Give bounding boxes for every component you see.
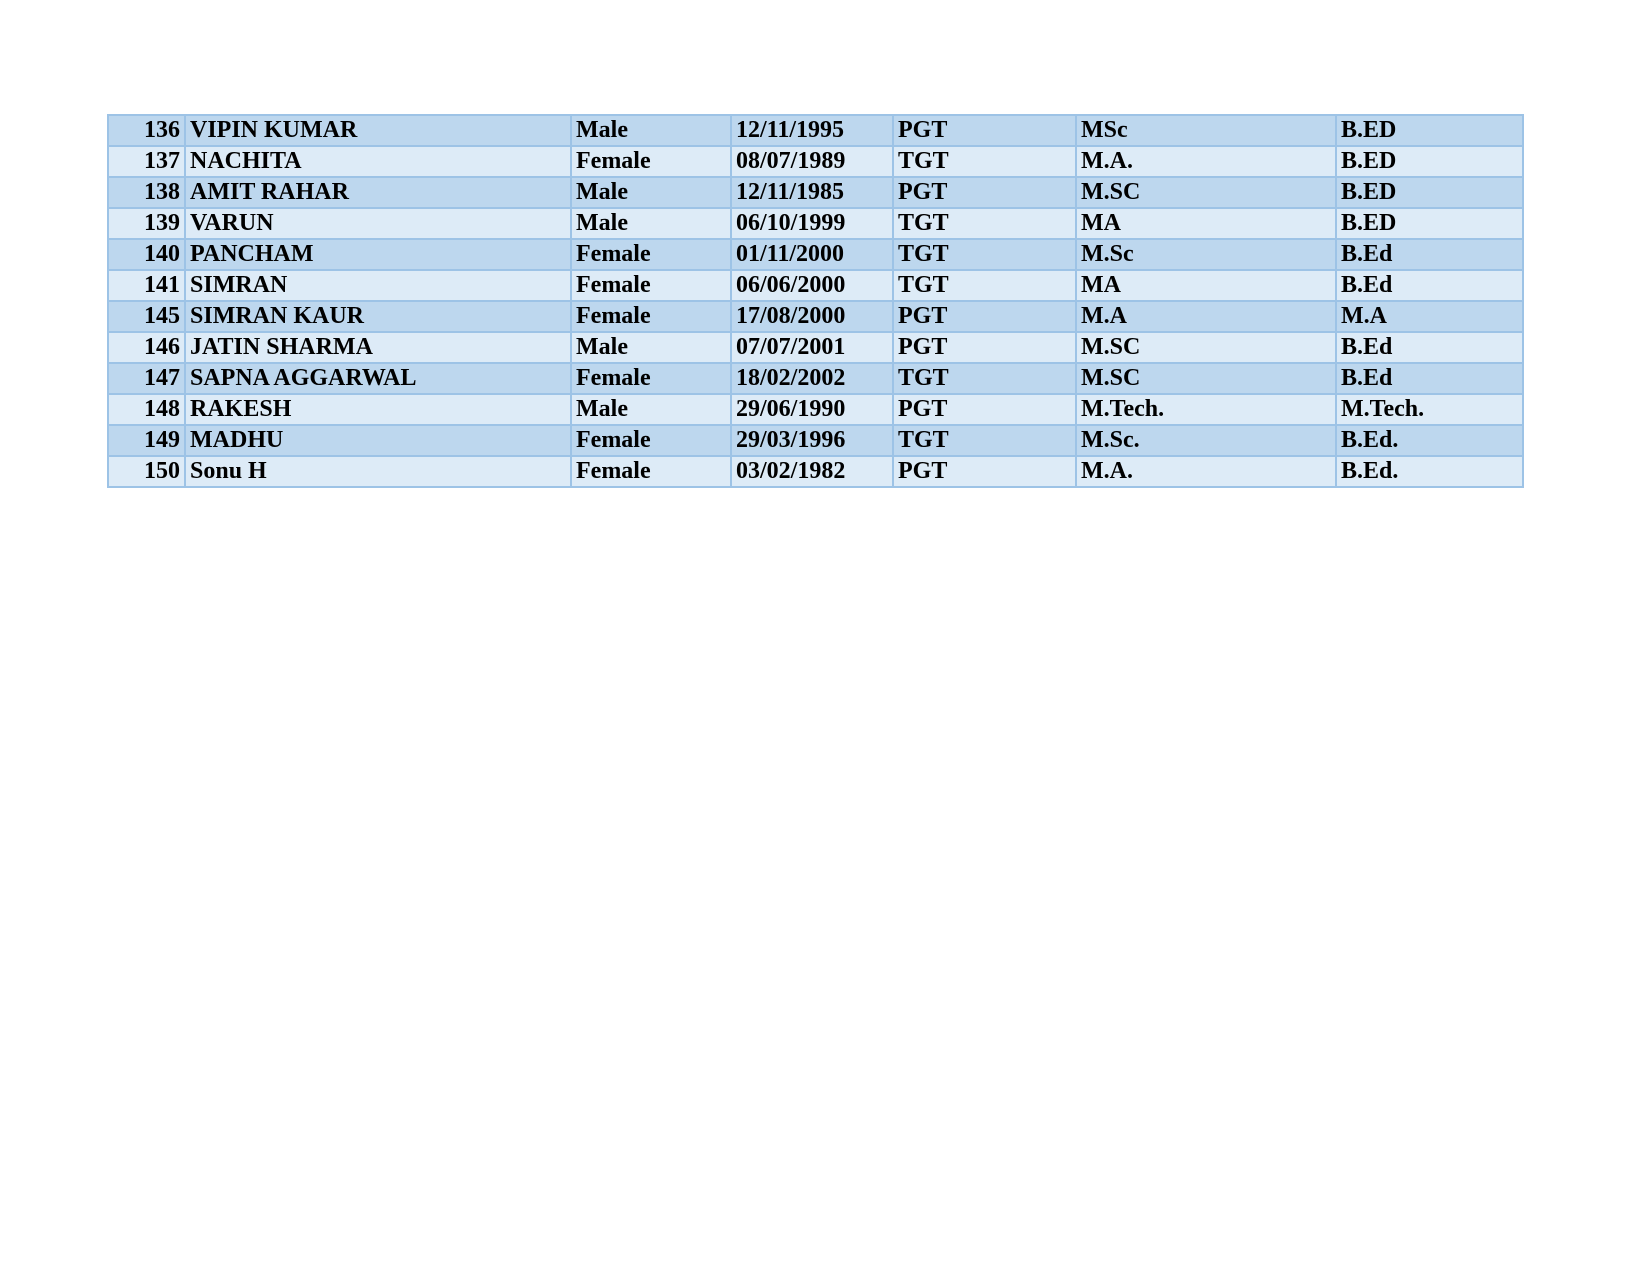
staff-table	[107, 114, 1524, 488]
post-cell: TGT	[893, 239, 1076, 270]
table-row	[108, 332, 1523, 363]
post-cell: PGT	[893, 115, 1076, 146]
gender-cell: Male	[571, 208, 731, 239]
serial-number-cell: 136	[108, 115, 185, 146]
qualification-cell: M.Tech.	[1076, 394, 1336, 425]
gender-cell: Female	[571, 270, 731, 301]
post-cell: PGT	[893, 394, 1076, 425]
serial-number-cell: 140	[108, 239, 185, 270]
dob-cell: 18/02/2002	[731, 363, 893, 394]
gender-cell: Male	[571, 115, 731, 146]
qualification-cell: M.Sc.	[1076, 425, 1336, 456]
post-cell: TGT	[893, 425, 1076, 456]
table-row	[108, 208, 1523, 239]
table-row	[108, 146, 1523, 177]
dob-cell: 29/03/1996	[731, 425, 893, 456]
table-row	[108, 177, 1523, 208]
name-cell: VIPIN KUMAR	[185, 115, 571, 146]
serial-number-cell: 139	[108, 208, 185, 239]
name-cell: Sonu H	[185, 456, 571, 487]
table-row	[108, 301, 1523, 332]
dob-cell: 01/11/2000	[731, 239, 893, 270]
post-cell: PGT	[893, 332, 1076, 363]
name-cell: SIMRAN KAUR	[185, 301, 571, 332]
dob-cell: 12/11/1995	[731, 115, 893, 146]
name-cell: JATIN SHARMA	[185, 332, 571, 363]
qualification-cell: M.SC	[1076, 363, 1336, 394]
professional-qualification-cell: M.Tech.	[1336, 394, 1523, 425]
serial-number-cell: 149	[108, 425, 185, 456]
dob-cell: 29/06/1990	[731, 394, 893, 425]
serial-number-cell: 145	[108, 301, 185, 332]
table-row	[108, 270, 1523, 301]
serial-number-cell: 150	[108, 456, 185, 487]
gender-cell: Female	[571, 239, 731, 270]
dob-cell: 12/11/1985	[731, 177, 893, 208]
professional-qualification-cell: B.Ed.	[1336, 425, 1523, 456]
qualification-cell: M.A.	[1076, 456, 1336, 487]
name-cell: PANCHAM	[185, 239, 571, 270]
dob-cell: 17/08/2000	[731, 301, 893, 332]
post-cell: PGT	[893, 456, 1076, 487]
name-cell: AMIT RAHAR	[185, 177, 571, 208]
dob-cell: 06/10/1999	[731, 208, 893, 239]
name-cell: SIMRAN	[185, 270, 571, 301]
qualification-cell: M.A.	[1076, 146, 1336, 177]
post-cell: PGT	[893, 301, 1076, 332]
professional-qualification-cell: B.ED	[1336, 177, 1523, 208]
dob-cell: 03/02/1982	[731, 456, 893, 487]
professional-qualification-cell: B.Ed	[1336, 363, 1523, 394]
serial-number-cell: 147	[108, 363, 185, 394]
gender-cell: Female	[571, 301, 731, 332]
professional-qualification-cell: B.Ed.	[1336, 456, 1523, 487]
qualification-cell: M.A	[1076, 301, 1336, 332]
professional-qualification-cell: M.A	[1336, 301, 1523, 332]
gender-cell: Male	[571, 177, 731, 208]
professional-qualification-cell: B.Ed	[1336, 332, 1523, 363]
post-cell: TGT	[893, 270, 1076, 301]
gender-cell: Female	[571, 456, 731, 487]
professional-qualification-cell: B.ED	[1336, 115, 1523, 146]
qualification-cell: MA	[1076, 208, 1336, 239]
post-cell: TGT	[893, 146, 1076, 177]
table-row	[108, 115, 1523, 146]
serial-number-cell: 146	[108, 332, 185, 363]
name-cell: SAPNA AGGARWAL	[185, 363, 571, 394]
table-row	[108, 363, 1523, 394]
dob-cell: 08/07/1989	[731, 146, 893, 177]
name-cell: RAKESH	[185, 394, 571, 425]
qualification-cell: M.Sc	[1076, 239, 1336, 270]
gender-cell: Female	[571, 146, 731, 177]
professional-qualification-cell: B.Ed	[1336, 239, 1523, 270]
dob-cell: 06/06/2000	[731, 270, 893, 301]
serial-number-cell: 148	[108, 394, 185, 425]
name-cell: VARUN	[185, 208, 571, 239]
table-row	[108, 239, 1523, 270]
professional-qualification-cell: B.ED	[1336, 208, 1523, 239]
professional-qualification-cell: B.ED	[1336, 146, 1523, 177]
table-row	[108, 456, 1523, 487]
gender-cell: Female	[571, 363, 731, 394]
post-cell: PGT	[893, 177, 1076, 208]
post-cell: TGT	[893, 363, 1076, 394]
gender-cell: Female	[571, 425, 731, 456]
name-cell: NACHITA	[185, 146, 571, 177]
table-row	[108, 425, 1523, 456]
qualification-cell: M.SC	[1076, 177, 1336, 208]
dob-cell: 07/07/2001	[731, 332, 893, 363]
serial-number-cell: 138	[108, 177, 185, 208]
serial-number-cell: 137	[108, 146, 185, 177]
post-cell: TGT	[893, 208, 1076, 239]
table-row	[108, 394, 1523, 425]
gender-cell: Male	[571, 332, 731, 363]
qualification-cell: MA	[1076, 270, 1336, 301]
qualification-cell: M.SC	[1076, 332, 1336, 363]
name-cell: MADHU	[185, 425, 571, 456]
serial-number-cell: 141	[108, 270, 185, 301]
qualification-cell: MSc	[1076, 115, 1336, 146]
professional-qualification-cell: B.Ed	[1336, 270, 1523, 301]
gender-cell: Male	[571, 394, 731, 425]
